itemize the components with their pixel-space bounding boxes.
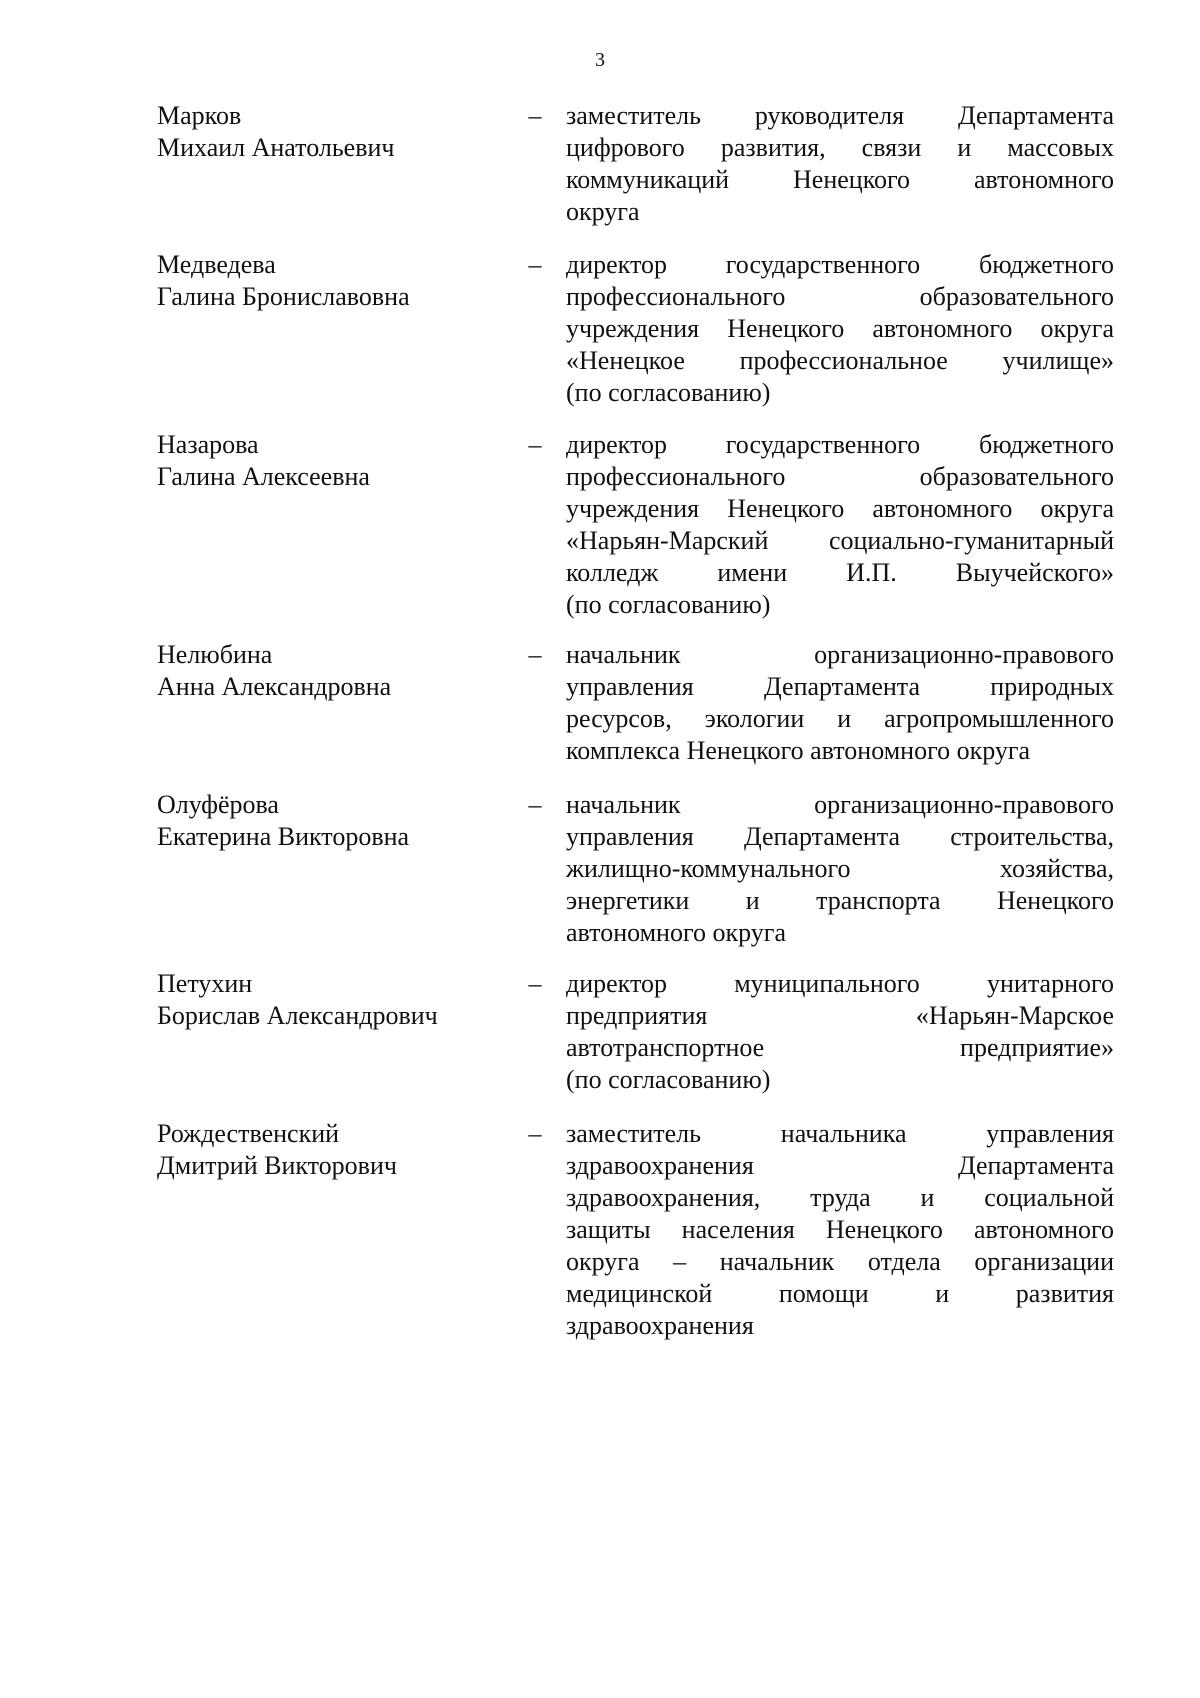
position-description (566, 639, 1114, 767)
position-line: «Нарьян-Марский социально-гуманитарный (566, 526, 1114, 555)
position-line: ресурсов, экологии и агропромышленного (566, 704, 1114, 733)
position-line: колледж имени И.П. Выучейского» (566, 558, 1114, 587)
position-line: цифрового развития, связи и массовых (566, 133, 1114, 162)
given-names: Галина Брониславовна (157, 282, 410, 311)
position-line: управления Департамента природных (566, 672, 1114, 701)
surname: Рождественский (157, 1119, 340, 1148)
position-line: директор государственного бюджетного (566, 430, 1114, 459)
position-line: комплекса Ненецкого автономного округа (566, 736, 1031, 765)
position-line: здравоохранения (566, 1311, 754, 1340)
surname: Нелюбина (157, 640, 273, 669)
position-line: управления Департамента строительства, (566, 822, 1114, 851)
position-description (566, 789, 1114, 949)
position-line: округа (566, 197, 640, 226)
given-names: Дмитрий Викторович (157, 1151, 397, 1180)
given-names: Анна Александровна (157, 672, 392, 701)
surname: Олуфёрова (157, 790, 279, 819)
dash-separator: – (528, 250, 542, 279)
position-line: здравоохранения, труда и социальной (566, 1183, 1114, 1212)
dash-separator: – (528, 969, 542, 998)
position-description (566, 429, 1114, 621)
position-line: (по согласованию) (566, 590, 771, 619)
position-line: автономного округа (566, 918, 786, 947)
position-line: жилищно-коммунального хозяйства, (566, 854, 1114, 883)
dash-separator: – (528, 790, 542, 819)
position-line: округа – начальник отдела организации (566, 1247, 1114, 1276)
person-name (157, 968, 497, 1032)
person-name (157, 789, 497, 853)
position-description (566, 1118, 1114, 1342)
position-line: здравоохранения Департамента (566, 1151, 1114, 1180)
given-names: Михаил Анатольевич (157, 133, 395, 162)
person-name (157, 100, 497, 164)
surname: Марков (157, 101, 242, 130)
position-line: медицинской помощи и развития (566, 1279, 1114, 1308)
position-line: (по согласованию) (566, 378, 771, 407)
position-description (566, 100, 1114, 228)
position-line: начальник организационно-правового (566, 790, 1114, 819)
position-line: (по согласованию) (566, 1065, 771, 1094)
position-line: учреждения Ненецкого автономного округа (566, 494, 1114, 523)
dash-separator: – (528, 640, 542, 669)
dash-separator: – (528, 101, 542, 130)
position-description (566, 968, 1114, 1096)
surname: Назарова (157, 430, 259, 459)
page-number: 3 (595, 49, 605, 71)
position-description (566, 249, 1114, 409)
position-line: автотранспортное предприятие» (566, 1033, 1114, 1062)
position-line: профессионального образовательного (566, 462, 1114, 491)
position-line: энергетики и транспорта Ненецкого (566, 886, 1114, 915)
given-names: Галина Алексеевна (157, 462, 370, 491)
position-line: коммуникаций Ненецкого автономного (566, 165, 1114, 194)
given-names: Екатерина Викторовна (157, 822, 410, 851)
position-line: предприятия «Нарьян-Марское (566, 1001, 1114, 1030)
position-line: заместитель руководителя Департамента (566, 101, 1114, 130)
person-name (157, 1118, 497, 1182)
position-line: заместитель начальника управления (566, 1119, 1114, 1148)
given-names: Борислав Александрович (157, 1001, 438, 1030)
position-line: директор муниципального унитарного (566, 969, 1114, 998)
surname: Петухин (157, 969, 253, 998)
position-line: «Ненецкое профессиональное училище» (566, 346, 1114, 375)
dash-separator: – (528, 430, 542, 459)
position-line: профессионального образовательного (566, 282, 1114, 311)
person-name (157, 429, 497, 493)
person-name (157, 639, 497, 703)
position-line: начальник организационно-правового (566, 640, 1114, 669)
dash-separator: – (528, 1119, 542, 1148)
position-line: учреждения Ненецкого автономного округа (566, 314, 1114, 343)
person-name (157, 249, 497, 313)
position-line: защиты населения Ненецкого автономного (566, 1215, 1114, 1244)
position-line: директор государственного бюджетного (566, 250, 1114, 279)
surname: Медведева (157, 250, 276, 279)
